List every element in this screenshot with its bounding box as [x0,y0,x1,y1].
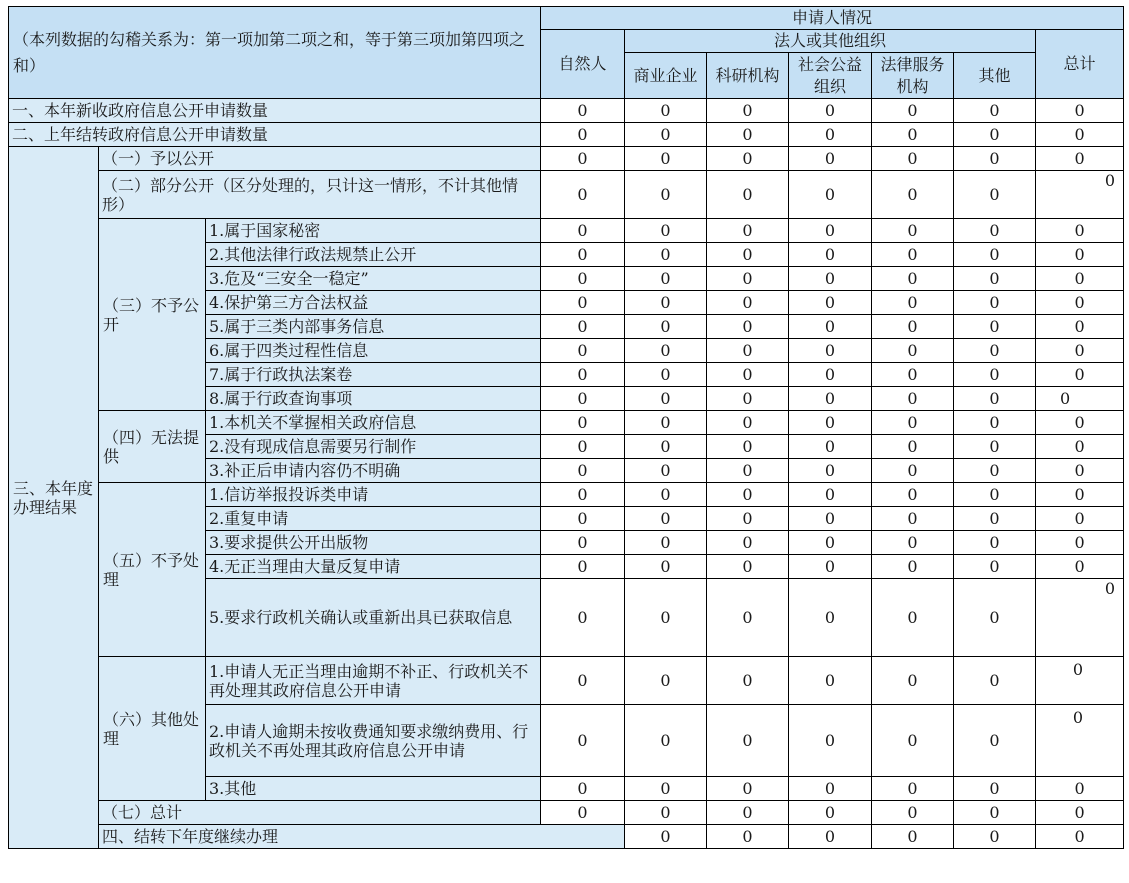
value-cell: 0 [872,171,954,219]
value-cell: 0 [541,219,625,243]
value-cell: 0 [707,123,789,147]
item-label: 2.其他法律行政法规禁止公开 [206,243,541,267]
value-cell: 0 [541,801,625,825]
value-cell: 0 [954,801,1036,825]
value-cell: 0 [1036,411,1124,435]
value-cell: 0 [707,777,789,801]
value-cell: 0 [789,339,872,363]
item-label: 7.属于行政执法案卷 [206,363,541,387]
value-cell: 0 [872,387,954,411]
item-label: 3.其他 [206,777,541,801]
value-cell: 0 [789,579,872,657]
value-cell: 0 [1036,507,1124,531]
value-cell: 0 [541,387,625,411]
value-cell: 0 [541,483,625,507]
value-cell: 0 [954,291,1036,315]
value-cell: 0 [872,483,954,507]
value-cell: 0 [789,99,872,123]
value-cell: 0 [954,705,1036,777]
value-cell: 0 [872,657,954,705]
table-row [9,411,1124,435]
value-cell: 0 [789,291,872,315]
value-cell: 0 [954,411,1036,435]
value-cell: 0 [707,291,789,315]
value-cell: 0 [541,435,625,459]
value-cell: 0 [1036,705,1124,777]
group-label-g5: （五）不予处理 [99,483,206,657]
value-cell: 0 [625,315,707,339]
value-cell: 0 [954,825,1036,849]
value-cell: 0 [625,243,707,267]
value-cell: 0 [541,777,625,801]
table-row [9,123,1124,147]
item-label: 2.没有现成信息需要另行制作 [206,435,541,459]
value-cell: 0 [625,459,707,483]
value-cell: 0 [1036,483,1124,507]
item-label: 5.要求行政机关确认或重新出具已获取信息 [206,579,541,657]
legal-service-header: 法律服务机构 [872,53,954,99]
value-cell: 0 [1036,531,1124,555]
value-cell: 0 [872,555,954,579]
value-cell: 0 [625,777,707,801]
value-cell: 0 [954,171,1036,219]
value-cell: 0 [541,363,625,387]
value-cell: 0 [541,243,625,267]
value-cell: 0 [1036,339,1124,363]
value-cell: 0 [1036,219,1124,243]
value-cell: 0 [707,267,789,291]
value-cell: 0 [789,801,872,825]
value-cell: 0 [872,291,954,315]
value-cell: 0 [1036,291,1124,315]
research-header: 科研机构 [707,53,789,99]
value-cell: 0 [707,579,789,657]
value-cell: 0 [872,435,954,459]
value-cell: 0 [1036,555,1124,579]
value-cell: 0 [789,657,872,705]
table-row [9,657,1124,705]
value-cell: 0 [1036,825,1124,849]
value-cell: 0 [1036,777,1124,801]
value-cell: 0 [707,315,789,339]
value-cell: 0 [872,579,954,657]
value-cell: 0 [541,315,625,339]
value-cell: 0 [1036,459,1124,483]
value-cell: 0 [707,219,789,243]
value-cell: 0 [707,171,789,219]
value-cell: 0 [789,147,872,171]
item-label: 4.保护第三方合法权益 [206,291,541,315]
value-cell: 0 [872,99,954,123]
value-cell: 0 [707,555,789,579]
value-cell: 0 [625,657,707,705]
row-label-partially-disclosed: （二）部分公开（区分处理的，只计这一情形，不计其他情形） [99,171,541,219]
value-cell: 0 [541,147,625,171]
table-row [9,171,1124,219]
value-cell: 0 [707,387,789,411]
value-cell: 0 [541,555,625,579]
table-row [9,825,1124,849]
value-cell: 0 [954,531,1036,555]
value-cell: 0 [872,315,954,339]
value-cell: 0 [707,825,789,849]
value-cell: 0 [872,459,954,483]
value-cell: 0 [872,267,954,291]
value-cell: 0 [789,507,872,531]
value-cell: 0 [789,411,872,435]
table-note: （本列数据的勾稽关系为：第一项加第二项之和，等于第三项加第四项之和） [9,7,541,99]
row-label-new-requests: 一、本年新收政府信息公开申请数量 [9,99,541,123]
value-cell: 0 [707,507,789,531]
applicant-header: 申请人情况 [541,7,1124,30]
natural-person-header: 自然人 [541,30,625,99]
value-cell: 0 [625,99,707,123]
row-label-disclosed: （一）予以公开 [99,147,541,171]
value-cell: 0 [625,483,707,507]
value-cell: 0 [872,705,954,777]
item-label: 6.属于四类过程性信息 [206,339,541,363]
value-cell: 0 [954,243,1036,267]
value-cell: 0 [541,123,625,147]
section-label-results: 三、本年度办理结果 [9,147,99,849]
item-label: 3.要求提供公开出版物 [206,531,541,555]
item-label: 3.补正后申请内容仍不明确 [206,459,541,483]
table-row [9,147,1124,171]
table-row [9,483,1124,507]
value-cell: 0 [789,123,872,147]
value-cell: 0 [789,219,872,243]
value-cell: 0 [625,147,707,171]
item-label: 4.无正当理由大量反复申请 [206,555,541,579]
row-label-subtotal: （七）总计 [99,801,541,825]
value-cell: 0 [1036,171,1124,219]
value-cell: 0 [789,387,872,411]
value-cell: 0 [954,657,1036,705]
value-cell: 0 [954,507,1036,531]
value-cell: 0 [625,801,707,825]
value-cell: 0 [789,555,872,579]
value-cell: 0 [789,315,872,339]
value-cell: 0 [707,339,789,363]
value-cell: 0 [872,339,954,363]
group-label-g4: （四）无法提供 [99,411,206,483]
table-row [9,99,1124,123]
value-cell: 0 [541,705,625,777]
value-cell: 0 [789,825,872,849]
value-cell: 0 [954,147,1036,171]
value-cell: 0 [954,363,1036,387]
value-cell: 0 [789,705,872,777]
value-cell: 0 [872,123,954,147]
value-cell: 0 [541,267,625,291]
value-cell: 0 [625,123,707,147]
value-cell: 0 [1036,123,1124,147]
item-label: 1.信访举报投诉类申请 [206,483,541,507]
value-cell: 0 [541,657,625,705]
item-label: 1.本机关不掌握相关政府信息 [206,411,541,435]
value-cell: 0 [872,507,954,531]
value-cell: 0 [625,825,707,849]
table-row [9,801,1124,825]
value-cell: 0 [872,531,954,555]
item-label: 8.属于行政查询事项 [206,387,541,411]
value-cell: 0 [1036,435,1124,459]
item-label: 3.危及“三安全一稳定” [206,267,541,291]
value-cell: 0 [872,219,954,243]
value-cell: 0 [625,531,707,555]
value-cell: 0 [541,579,625,657]
value-cell: 0 [625,705,707,777]
value-cell: 0 [625,171,707,219]
table-row [9,219,1124,243]
value-cell: 0 [789,777,872,801]
value-cell: 0 [707,483,789,507]
group-label-g6: （六）其他处理 [99,657,206,801]
value-cell: 0 [1036,363,1124,387]
value-cell: 0 [954,483,1036,507]
value-cell: 0 [707,705,789,777]
value-cell: 0 [954,123,1036,147]
value-cell: 0 [789,459,872,483]
other-header: 其他 [954,53,1036,99]
government-info-disclosure-table [8,6,1124,849]
group-label-g3: （三）不予公开 [99,219,206,411]
row-label-carried-over: 二、上年结转政府信息公开申请数量 [9,123,541,147]
value-cell: 0 [789,363,872,387]
value-cell: 0 [1036,387,1124,411]
value-cell: 0 [872,147,954,171]
value-cell: 0 [625,555,707,579]
value-cell: 0 [872,243,954,267]
value-cell: 0 [1036,243,1124,267]
value-cell: 0 [541,459,625,483]
value-cell: 0 [625,387,707,411]
value-cell: 0 [625,435,707,459]
value-cell: 0 [707,801,789,825]
value-cell: 0 [872,363,954,387]
value-cell: 0 [707,99,789,123]
value-cell: 0 [1036,801,1124,825]
value-cell: 0 [954,555,1036,579]
value-cell: 0 [707,657,789,705]
value-cell: 0 [954,339,1036,363]
value-cell: 0 [872,777,954,801]
value-cell: 0 [541,411,625,435]
value-cell: 0 [789,531,872,555]
item-label: 5.属于三类内部事务信息 [206,315,541,339]
total-header: 总计 [1036,30,1124,99]
social-welfare-header: 社会公益组织 [789,53,872,99]
value-cell: 0 [954,99,1036,123]
value-cell: 0 [625,291,707,315]
value-cell: 0 [625,411,707,435]
value-cell: 0 [872,801,954,825]
value-cell: 0 [789,483,872,507]
value-cell: 0 [541,99,625,123]
value-cell: 0 [1036,315,1124,339]
value-cell: 0 [541,531,625,555]
value-cell: 0 [541,171,625,219]
value-cell: 0 [1036,657,1124,705]
value-cell: 0 [954,267,1036,291]
value-cell: 0 [1036,99,1124,123]
value-cell: 0 [1036,579,1124,657]
value-cell: 0 [707,435,789,459]
value-cell: 0 [1036,267,1124,291]
value-cell: 0 [954,579,1036,657]
value-cell: 0 [789,243,872,267]
value-cell: 0 [707,243,789,267]
value-cell: 0 [954,387,1036,411]
item-label: 2.重复申请 [206,507,541,531]
value-cell: 0 [789,435,872,459]
value-cell: 0 [954,219,1036,243]
value-cell: 0 [954,435,1036,459]
item-label: 1.申请人无正当理由逾期不补正、行政机关不再处理其政府信息公开申请 [206,657,541,705]
value-cell: 0 [625,267,707,291]
value-cell: 0 [1036,147,1124,171]
value-cell: 0 [707,411,789,435]
legal-person-group-header: 法人或其他组织 [625,30,1036,53]
value-cell: 0 [954,315,1036,339]
value-cell: 0 [625,339,707,363]
value-cell: 0 [625,507,707,531]
value-cell: 0 [789,267,872,291]
value-cell: 0 [954,777,1036,801]
value-cell: 0 [707,459,789,483]
item-label: 1.属于国家秘密 [206,219,541,243]
value-cell: 0 [707,147,789,171]
value-cell: 0 [541,291,625,315]
value-cell: 0 [625,219,707,243]
value-cell: 0 [541,339,625,363]
item-label: 2.申请人逾期未按收费通知要求缴纳费用、行政机关不再处理其政府信息公开申请 [206,705,541,777]
value-cell: 0 [789,171,872,219]
value-cell: 0 [625,363,707,387]
value-cell: 0 [707,531,789,555]
value-cell: 0 [954,459,1036,483]
value-cell: 0 [625,579,707,657]
value-cell: 0 [707,363,789,387]
row-label-carry-forward: 四、结转下年度继续办理 [99,825,625,849]
value-cell: 0 [872,411,954,435]
value-cell: 0 [872,825,954,849]
value-cell: 0 [541,507,625,531]
commercial-header: 商业企业 [625,53,707,99]
